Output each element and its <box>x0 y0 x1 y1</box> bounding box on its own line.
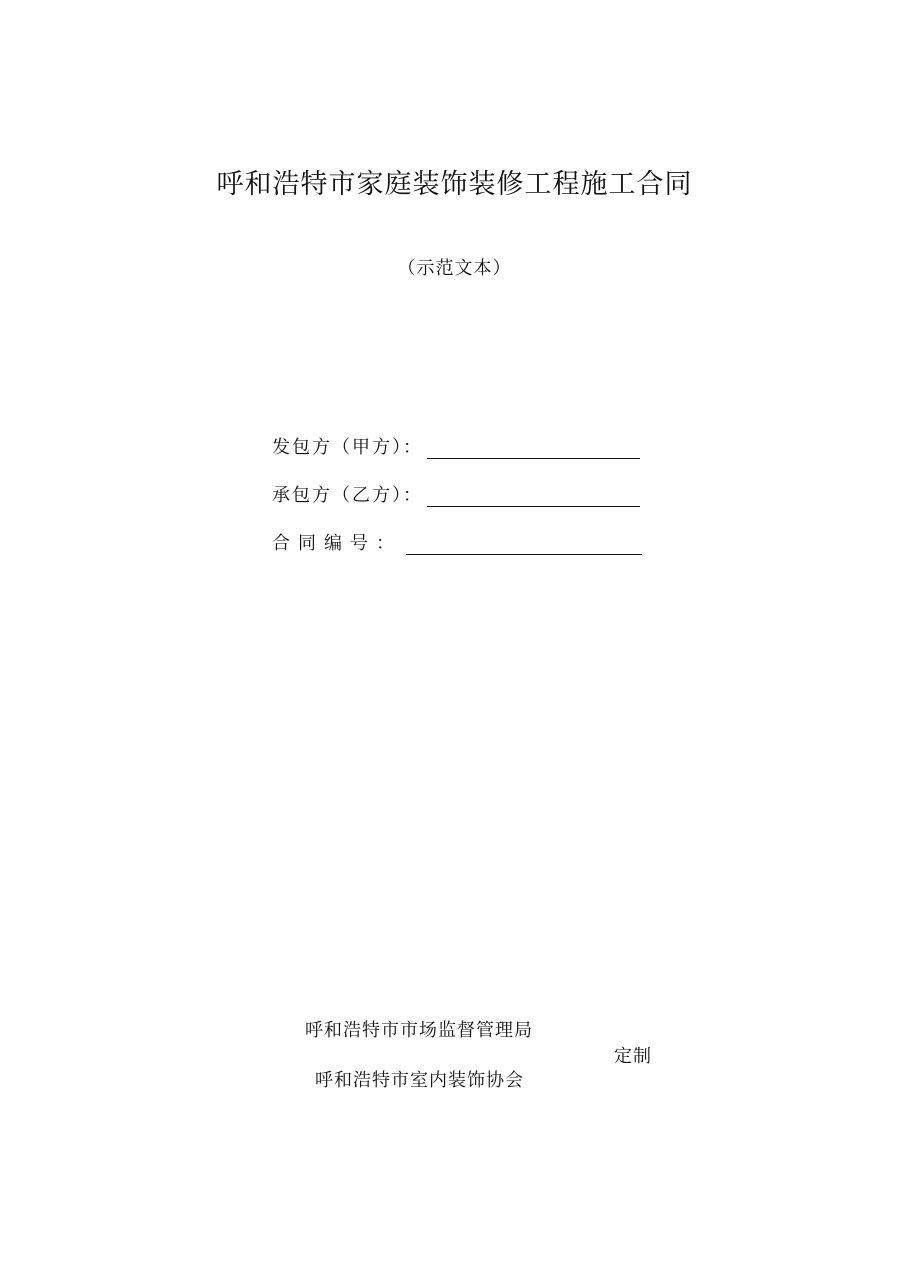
contract-number-field <box>272 529 642 555</box>
party-b-blank-line[interactable] <box>427 486 640 507</box>
party-a-label: 发包方（甲方）： <box>272 437 423 458</box>
party-a-field <box>272 433 640 459</box>
party-a-blank-line[interactable] <box>427 438 640 459</box>
document-title: 呼和浩特市家庭装饰装修工程施工合同 <box>216 169 693 200</box>
issuer-decoration-association: 呼和浩特市室内装饰协会 <box>315 1070 524 1091</box>
document-subtitle: （示范文本） <box>397 258 512 279</box>
issuer-suffix: 定制 <box>614 1046 652 1067</box>
contract-number-blank-line[interactable] <box>406 534 642 555</box>
party-b-field <box>272 481 640 507</box>
contract-number-label: 合同编号： <box>272 533 402 554</box>
party-b-label: 承包方（乙方）： <box>272 485 423 506</box>
issuer-market-supervision: 呼和浩特市市场监督管理局 <box>305 1020 533 1041</box>
